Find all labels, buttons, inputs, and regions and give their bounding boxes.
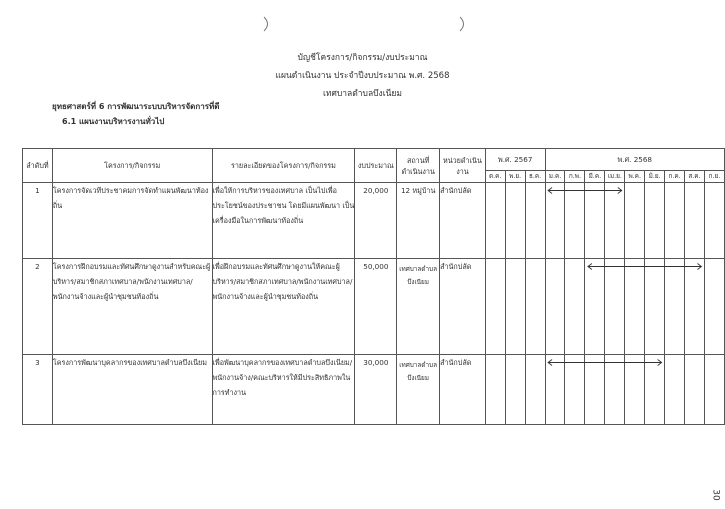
header-budget: งบประมาณ [355, 149, 397, 183]
row-no: 3 [23, 355, 53, 425]
header-unit: หน่วยดำเนินงาน [440, 149, 486, 183]
header-year-2567: พ.ศ. 2567 [485, 149, 545, 171]
section-heading: 6.1 แผนงานบริหารงานทั่วไป [62, 117, 165, 126]
row-project: โครงการพัฒนาบุคลากรของเทศบาลตำบลบึงเนียม [52, 355, 212, 425]
punch-hole-mark-right [458, 16, 468, 32]
month-header: ก.พ. [565, 171, 585, 183]
header-year-2568: พ.ศ. 2568 [545, 149, 724, 171]
row-unit: สำนักปลัด [440, 183, 486, 259]
table-row [23, 355, 725, 425]
strategy-heading: ยุทธศาสตร์ที่ 6 การพัฒนาระบบบริหารจัดการที่ดี [52, 102, 220, 111]
row-project: โครงการฝึกอบรมและทัศนศึกษาดูงานสำหรับคณะผู้บริหาร/สมาชิกสภาเทศบาล/พนักงานเทศบาล/พนักงานจ้างและผู้นำชุมชนท้องถิ่น [52, 259, 212, 355]
month-header: ก.ย. [704, 171, 724, 183]
month-header: ธ.ค. [525, 171, 545, 183]
month-header: พ.ค. [625, 171, 645, 183]
row-details: เพื่อให้การบริหารของเทศบาล เป็นไปเพื่อประโยชน์ของประชาชน โดยมีแผนพัฒนา เป็นเครื่องมือในการพัฒนาท้องถิ่น [212, 183, 355, 259]
row-no: 1 [23, 183, 53, 259]
page-number: 30 [710, 489, 721, 501]
month-header: ส.ค. [685, 171, 705, 183]
month-header: ม.ค. [545, 171, 565, 183]
row-budget: 50,000 [355, 259, 397, 355]
header-no: ลำดับที่ [23, 149, 53, 183]
row-no: 2 [23, 259, 53, 355]
organization-name: เทศบาลตำบลบึงเนียม [322, 89, 403, 99]
header-details: รายละเอียดของโครงการ/กิจกรรม [212, 149, 355, 183]
table-row [23, 183, 725, 259]
row-details: เพื่อพัฒนาบุคลากรของเทศบาลตำบลบึงเนียม/พนักงานจ้าง/คณะบริหารให้มีประสิทธิภาพในการทำงาน [212, 355, 355, 425]
header-project: โครงการ/กิจกรรม [52, 149, 212, 183]
header-location: สถานที่ดำเนินงาน [397, 149, 440, 183]
month-header: มี.ค. [585, 171, 605, 183]
row-project: โครงการจัดเวทีประชาคมการจัดทำแผนพัฒนาท้องถิ่น [52, 183, 212, 259]
plan-line: แผนดำเนินงาน ประจำปีงบประมาณ พ.ศ. 2568 [275, 71, 450, 81]
month-header: พ.ย. [505, 171, 525, 183]
row-budget: 30,000 [355, 355, 397, 425]
table-row [23, 259, 725, 355]
row-details: เพื่อฝึกอบรมและทัศนศึกษาดูงานให้คณะผู้บริหาร/สมาชิกสภาเทศบาล/พนักงานเทศบาล/พนักงานจ้างและผู้นำชุมชนท้องถิ่น [212, 259, 355, 355]
row-location: เทศบาลตำบลบึงเนียม [397, 259, 440, 355]
row-budget: 20,000 [355, 183, 397, 259]
punch-hole-mark-left [262, 16, 272, 32]
document-title: บัญชีโครงการ/กิจกรรม/งบประมาณ [297, 53, 428, 63]
month-header: เม.ย. [605, 171, 625, 183]
month-header: มิ.ย. [645, 171, 665, 183]
row-location: เทศบาลตำบลบึงเนียม [397, 355, 440, 425]
row-location: 12 หมู่บ้าน [397, 183, 440, 259]
month-header: ต.ค. [485, 171, 505, 183]
row-unit: สำนักปลัด [440, 259, 486, 355]
row-unit: สำนักปลัด [440, 355, 486, 425]
project-plan-table [22, 148, 725, 425]
month-header: ก.ค. [665, 171, 685, 183]
